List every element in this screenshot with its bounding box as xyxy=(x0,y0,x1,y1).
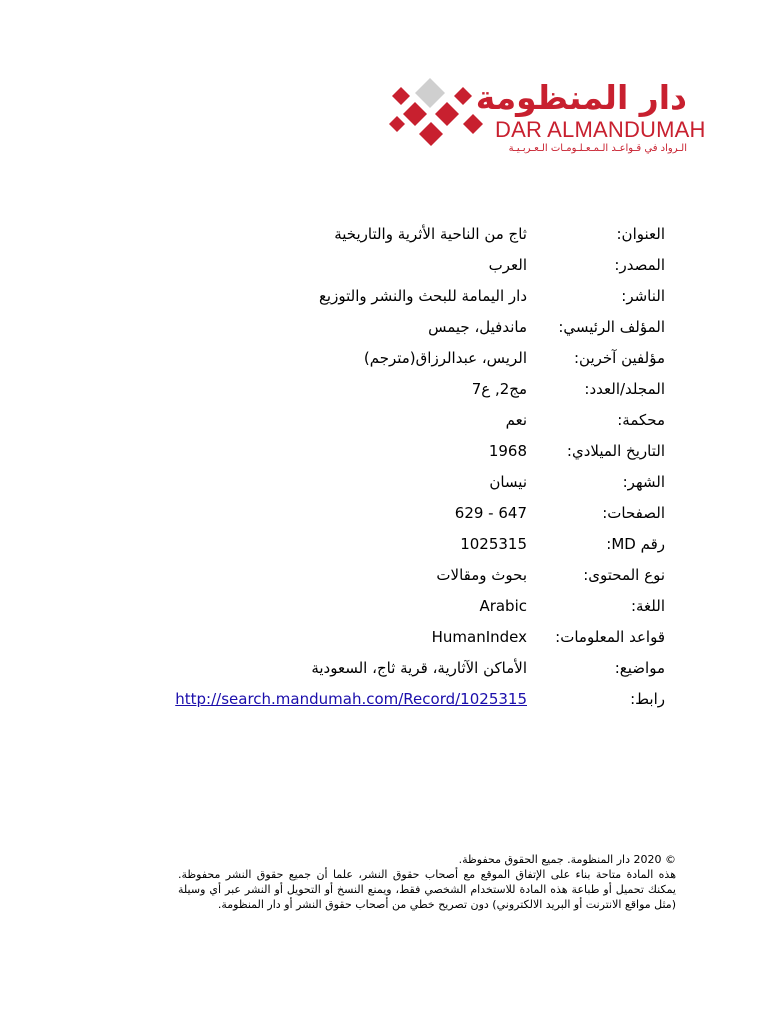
field-label: مؤلفين آخرين: xyxy=(573,349,665,367)
copyright-footer xyxy=(178,852,676,912)
field-label: رابط: xyxy=(630,690,665,708)
publisher-logo xyxy=(385,78,706,168)
field-label: التاريخ الميلادي: xyxy=(566,442,665,460)
record-metadata xyxy=(120,225,665,721)
metadata-row-source xyxy=(120,256,665,287)
field-label: الصفحات: xyxy=(602,504,665,522)
metadata-row-databases xyxy=(120,628,665,659)
field-value: HumanIndex xyxy=(431,628,527,646)
field-value: نعم xyxy=(505,411,527,429)
copyright-line: © 2020 دار المنظومة. جميع الحقوق محفوظة. xyxy=(458,853,676,866)
field-value: بحوث ومقالات xyxy=(436,566,527,584)
metadata-row-publisher xyxy=(120,287,665,318)
metadata-row-language xyxy=(120,597,665,628)
field-value xyxy=(120,690,527,708)
logo-arabic-name: دار المنظومة xyxy=(475,78,687,117)
field-label: اللغة: xyxy=(630,597,665,615)
field-value: مج2, ع7 xyxy=(471,380,527,398)
metadata-row-content-type xyxy=(120,566,665,597)
field-label: محكمة: xyxy=(617,411,665,429)
logo-tagline: الـرواد في قـواعـد الـمـعـلـومـات الـعـربـيـة xyxy=(508,143,687,154)
field-label: المجلد/العدد: xyxy=(584,380,665,398)
field-label: العنوان: xyxy=(616,225,665,243)
logo-latin-name: DAR ALMANDUMAH xyxy=(495,117,706,142)
metadata-row-title xyxy=(120,225,665,256)
metadata-row-other-authors xyxy=(120,349,665,380)
field-value: دار اليمامة للبحث والنشر والتوزيع xyxy=(318,287,527,305)
field-value: ماندفيل، جيمس xyxy=(428,318,527,336)
field-label: رقم MD: xyxy=(606,535,665,553)
field-label: المؤلف الرئيسي: xyxy=(558,318,665,336)
logo-wordmark xyxy=(475,78,706,156)
field-value: 1025315 xyxy=(460,535,527,553)
metadata-row-volume-issue xyxy=(120,380,665,411)
metadata-row-pages xyxy=(120,504,665,535)
metadata-row-subjects xyxy=(120,659,665,690)
field-value: ثاج من الناحية الأثرية والتاريخية xyxy=(334,225,527,243)
metadata-row-link xyxy=(120,690,665,721)
field-value: Arabic xyxy=(479,597,527,615)
metadata-row-peer-reviewed xyxy=(120,411,665,442)
field-label: الناشر: xyxy=(621,287,665,305)
metadata-row-month xyxy=(120,473,665,504)
field-label: المصدر: xyxy=(614,256,665,274)
record-link[interactable]: http://search.mandumah.com/Record/1025315 xyxy=(175,690,527,708)
field-label: مواضيع: xyxy=(614,659,665,677)
usage-notice: هذه المادة متاحة بناء على الإتفاق الموقع مع أصحاب حقوق النشر، علما أن جميع حقوق النشر محفوظة. يمكنك تحميل أو طباعة هذه المادة للاستخدام الشخصي فقط، ويمنع النسخ أو التحويل أو النشر عبر أي وسيلة (مثل مواقع الانترنت أو البريد الالكتروني) دون تصريح خطي من أصحاب حقوق النشر أو دار المنظومة. xyxy=(178,868,676,911)
field-value: 629 - 647 xyxy=(454,504,527,522)
field-label: نوع المحتوى: xyxy=(583,566,665,584)
metadata-row-year xyxy=(120,442,665,473)
field-value: الريس، عبدالرزاق(مترجم) xyxy=(363,349,527,367)
field-value: 1968 xyxy=(488,442,527,460)
metadata-row-md-number xyxy=(120,535,665,566)
field-label: الشهر: xyxy=(622,473,665,491)
field-value: العرب xyxy=(488,256,527,274)
field-label: قواعد المعلومات: xyxy=(555,628,665,646)
metadata-row-main-author xyxy=(120,318,665,349)
field-value: نيسان xyxy=(489,473,527,491)
field-value: الأماكن الآثارية، قرية ثاج، السعودية xyxy=(311,659,527,677)
